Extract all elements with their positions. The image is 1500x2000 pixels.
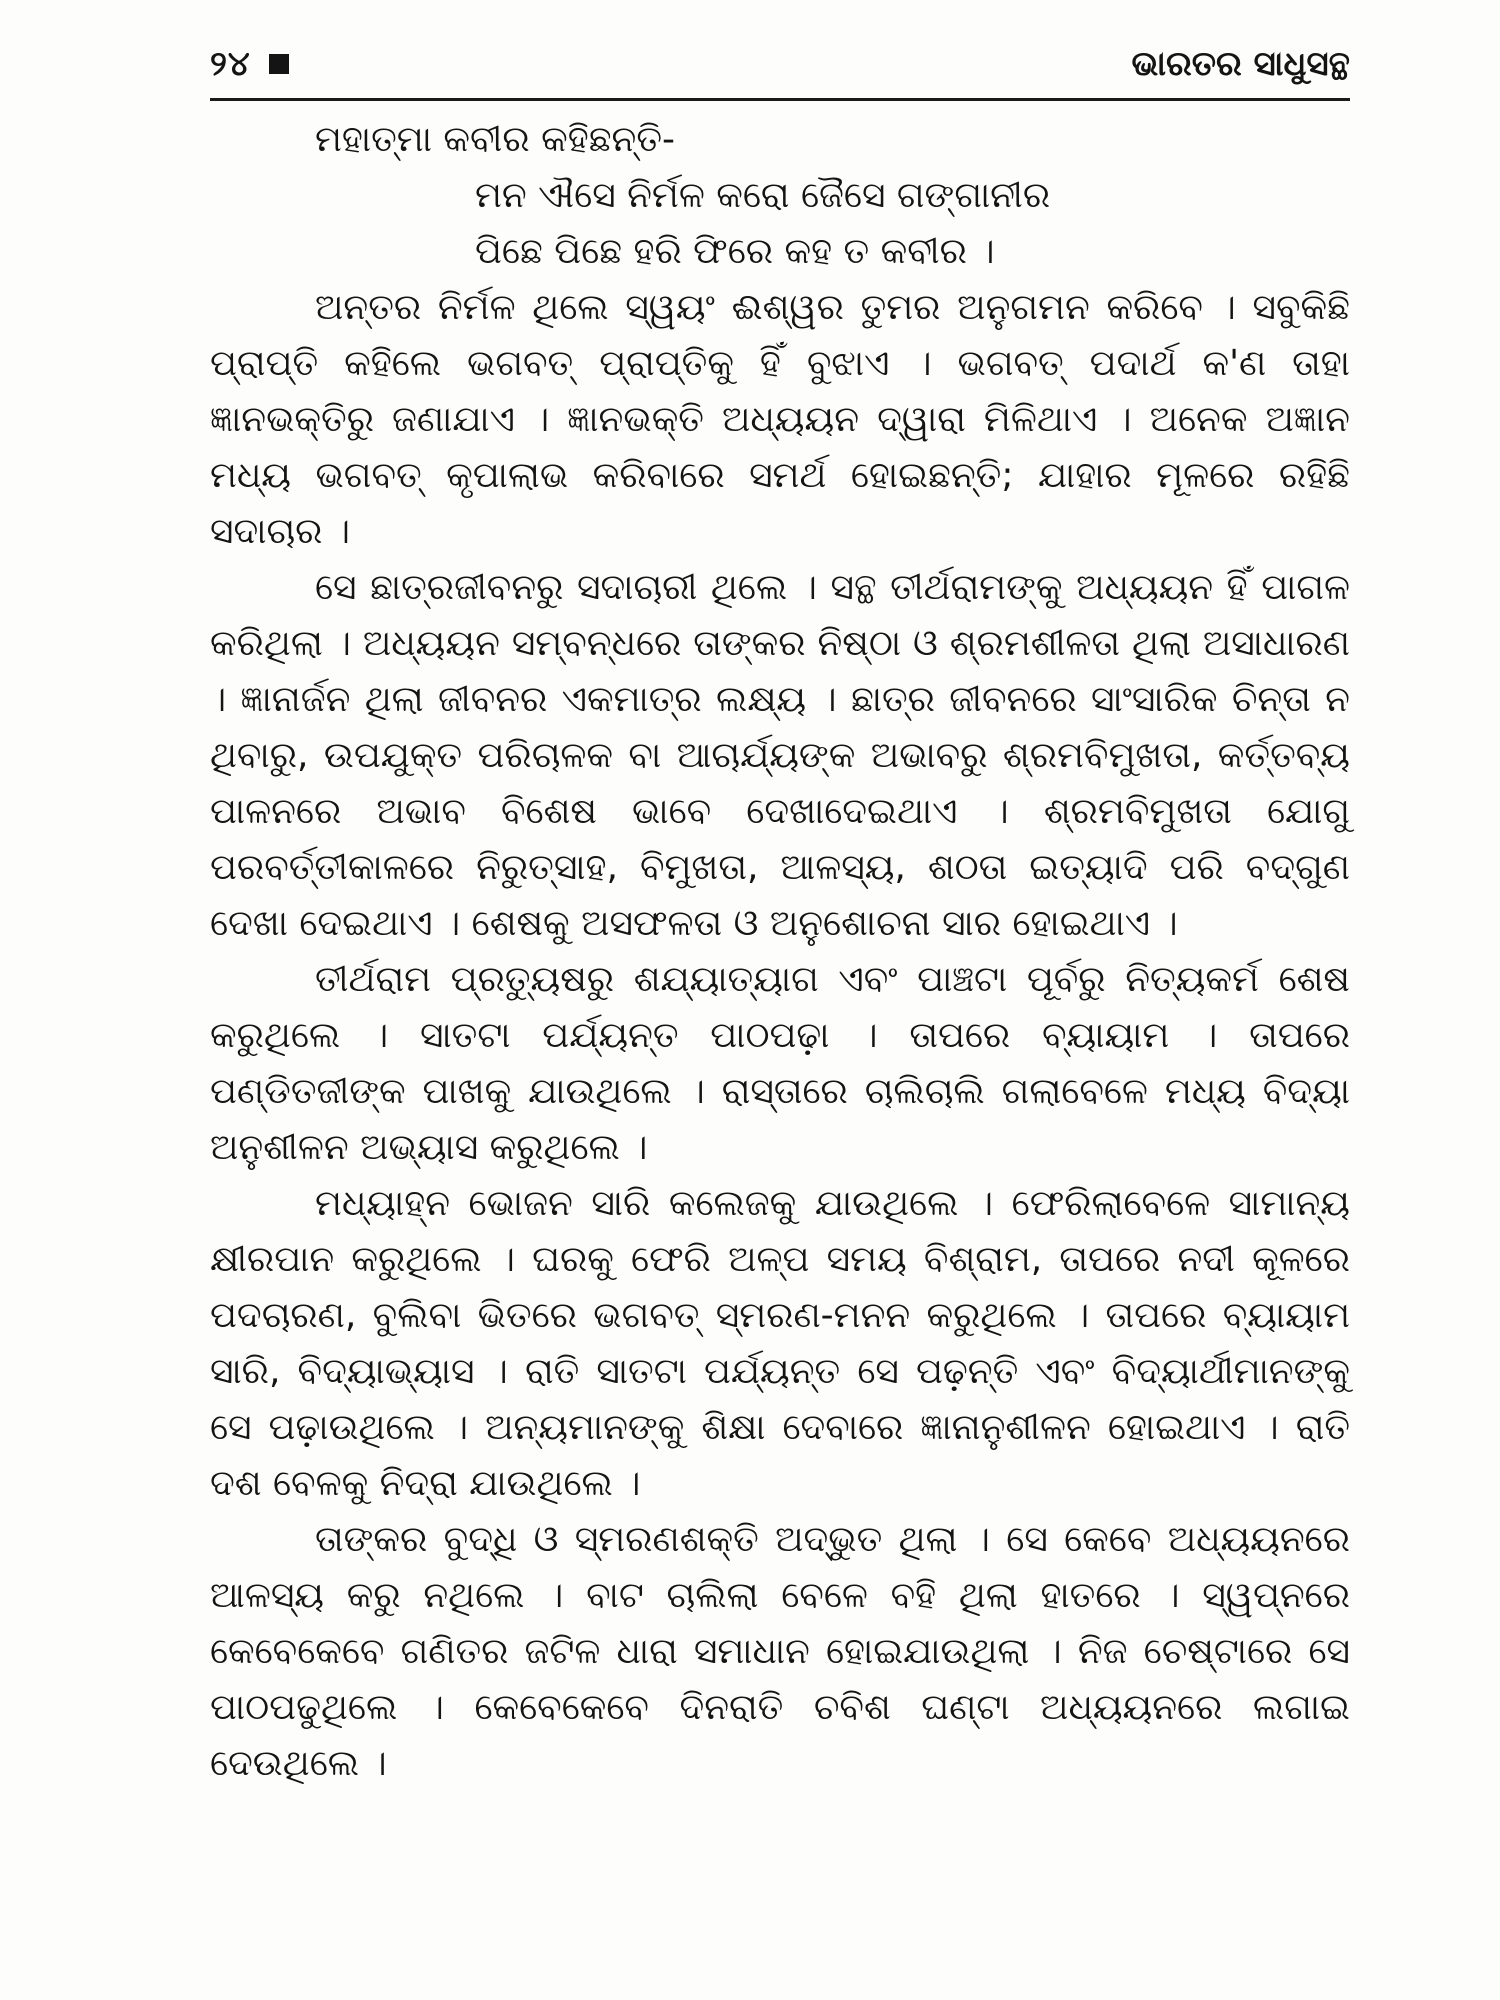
verse-line: ପିଛେ ପିଛେ ହରି ଫିରେ କହ ତ କବୀର ।: [475, 231, 995, 272]
paragraph: ତୀର୍ଥରାମ ପ୍ରତ୍ୟୁଷରୁ ଶଯ୍ୟାତ୍ୟାଗ ଏବଂ ପାଞ୍ଚଟା ପୂର୍ବରୁ ନିତ୍ୟକର୍ମ ଶେଷ କରୁଥିଲେ । ସାତଟା ପର୍ଯ୍ୟନ୍ତ ପାଠପଢ଼ା । ତାପରେ ବ୍ୟାୟାମ । ତାପରେ ପଣ୍ଡିତଜୀଙ୍କ ପାଖକୁ ଯାଉଥିଲେ । ରାସ୍ତାରେ ଚାଲିଚାଲି ଗଲାବେଳେ ମଧ୍ୟ ବିଦ୍ୟା ଅନୁଶୀଳନ ଅଭ୍ୟାସ କରୁଥିଲେ ।: [210, 959, 1350, 1168]
verse-line: ମନ ଐସେ ନିର୍ମଳ କରୋ ଜୈସେ ଗଙ୍ଗାନୀର: [475, 175, 1051, 216]
page-number-group: [210, 44, 289, 84]
paragraph: ତାଙ୍କର ବୁଦ୍ଧି ଓ ସ୍ମରଣଶକ୍ତି ଅଦ୍ଭୁତ ଥିଲା । ସେ କେବେ ଅଧ୍ୟୟନରେ ଆଳସ୍ୟ କରୁ ନଥିଲେ । ବାଟ ଚାଲିଲା ବେଳେ ବହି ଥିଲା ହାତରେ । ସ୍ୱପ୍ନରେ କେବେକେବେ ଗଣିତର ଜଟିଳ ଧାରା ସମାଧାନ ହୋଇଯାଉଥିଲା । ନିଜ ଚେଷ୍ଟାରେ ସେ ପାଠପଢୁଥିଲେ । କେବେକେବେ ଦିନରାତି ଚବିଶ ଘଣ୍ଟା ଅଧ୍ୟୟନରେ ଲଗାଇ ଦେଉଥିଲେ ।: [210, 1519, 1350, 1784]
square-bullet-icon: [269, 54, 289, 74]
page-number: ୨୪: [210, 44, 251, 84]
header-rule: [210, 98, 1350, 101]
intro-line: ମହାତ୍ମା କବୀର କହିଛନ୍ତି-: [315, 119, 675, 160]
paragraph: ସେ ଛାତ୍ରଜୀବନରୁ ସଦାଚାରୀ ଥିଲେ । ସନ୍ଥ ତୀର୍ଥରାମଙ୍କୁ ଅଧ୍ୟୟନ ହିଁ ପାଗଳ କରିଥିଲା । ଅଧ୍ୟୟନ ସମ୍ବନ୍ଧରେ ତାଙ୍କର ନିଷ୍ଠା ଓ ଶ୍ରମଶୀଳତା ଥିଲା ଅସାଧାରଣ । ଜ୍ଞାନାର୍ଜନ ଥିଲା ଜୀବନର ଏକମାତ୍ର ଲକ୍ଷ୍ୟ । ଛାତ୍ର ଜୀବନରେ ସାଂସାରିକ ଚିନ୍ତା ନ ଥିବାରୁ, ଉପଯୁକ୍ତ ପରିଚାଳକ ବା ଆଚାର୍ଯ୍ୟଙ୍କ ଅଭାବରୁ ଶ୍ରମବିମୁଖତା, କର୍ତ୍ତବ୍ୟ ପାଳନରେ ଅଭାବ ବିଶେଷ ଭାବେ ଦେଖାଦେଇଥାଏ । ଶ୍ରମବିମୁଖତା ଯୋଗୁ ପରବର୍ତ୍ତୀକାଳରେ ନିରୁତ୍ସାହ, ବିମୁଖତା, ଆଳସ୍ୟ, ଶଠତା ଇତ୍ୟାଦି ପରି ବଦ୍‌ଗୁଣ ଦେଖା ଦେଇଥାଏ । ଶେଷକୁ ଅସଫଳତା ଓ ଅନୁଶୋଚନା ସାର ହୋଇଥାଏ ।: [210, 567, 1350, 944]
paragraph: ମଧ୍ୟାହ୍ନ ଭୋଜନ ସାରି କଲେଜକୁ ଯାଉଥିଲେ । ଫେରିଲାବେଳେ ସାମାନ୍ୟ କ୍ଷୀରପାନ କରୁଥିଲେ । ଘରକୁ ଫେରି ଅଳ୍ପ ସମୟ ବିଶ୍ରାମ, ତାପରେ ନଦୀ କୂଳରେ ପଦଚାରଣ, ବୁଲିବା ଭିତରେ ଭଗବତ୍ ସ୍ମରଣ-ମନନ କରୁଥିଲେ । ତାପରେ ବ୍ୟାୟାମ ସାରି, ବିଦ୍ୟାଭ୍ୟାସ । ରାତି ସାତଟା ପର୍ଯ୍ୟନ୍ତ ସେ ପଢ଼ନ୍ତି ଏବଂ ବିଦ୍ୟାର୍ଥୀମାନଙ୍କୁ ସେ ପଢ଼ାଉଥିଲେ । ଅନ୍ୟମାନଙ୍କୁ ଶିକ୍ଷା ଦେବାରେ ଜ୍ଞାନାନୁଶୀଳନ ହୋଇଥାଏ । ରାତି ଦଶ ବେଳକୁ ନିଦ୍ରା ଯାଉଥିଲେ ।: [210, 1183, 1350, 1504]
page-header: [210, 36, 1350, 92]
paragraph: ଅନ୍ତର ନିର୍ମଳ ଥିଲେ ସ୍ୱୟଂ ଈଶ୍ୱର ତୁମର ଅନୁଗମନ କରିବେ । ସବୁକିଛି ପ୍ରାପ୍ତି କହିଲେ ଭଗବତ୍ ପ୍ରାପ୍ତିକୁ ହିଁ ବୁଝାଏ । ଭଗବତ୍ ପଦାର୍ଥ କ'ଣ ତାହା ଜ୍ଞାନଭକ୍ତିରୁ ଜଣାଯାଏ । ଜ୍ଞାନଭକ୍ତି ଅଧ୍ୟୟନ ଦ୍ୱାରା ମିଳିଥାଏ । ଅନେକ ଅଜ୍ଞାନ ମଧ୍ୟ ଭଗବତ୍ କୃପାଲାଭ କରିବାରେ ସମର୍ଥ ହୋଇଛନ୍ତି; ଯାହାର ମୂଳରେ ରହିଛି ସଦାଚାର ।: [210, 287, 1350, 552]
running-title: ଭାରତର ସାଧୁସନ୍ଥ: [1131, 44, 1350, 84]
page-body: [210, 112, 1350, 1792]
